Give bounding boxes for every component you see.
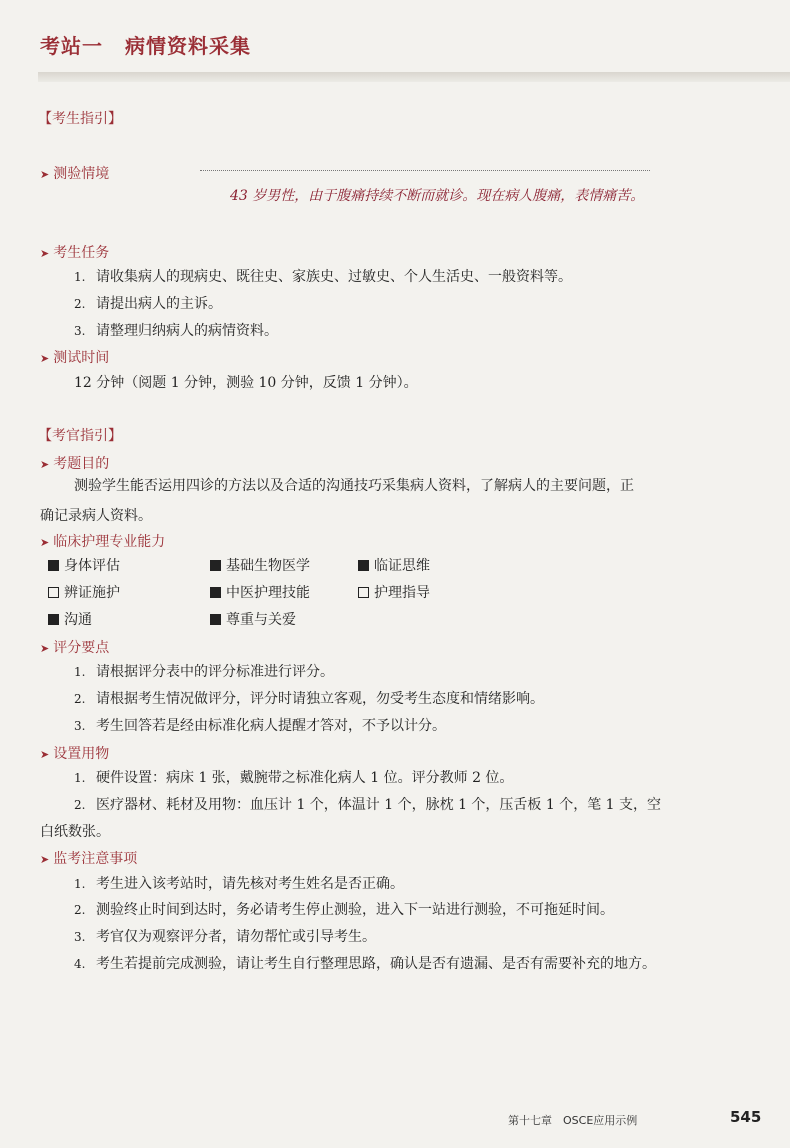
- arrow-icon: ➤: [40, 168, 50, 181]
- arrow-icon: ➤: [40, 642, 50, 655]
- ability-item: 沟通: [48, 609, 92, 629]
- scoring-heading: ➤ 评分要点: [40, 640, 110, 656]
- ability-item: 辨证施护: [48, 582, 120, 602]
- checkbox-icon: [210, 587, 221, 598]
- ability-item: 中医护理技能: [210, 582, 310, 602]
- arrow-icon: ➤: [40, 748, 50, 761]
- arrow-icon: ➤: [40, 536, 50, 549]
- equipment-item: 1. 硬件设置：病床 1 张，戴腕带之标准化病人 1 位。评分教师 2 位。: [74, 770, 514, 786]
- equipment-item: 2. 医疗器材、耗材及用物：血压计 1 个，体温计 1 个，脉枕 1 个，压舌板 1 个，笔 1 支，空: [74, 797, 662, 813]
- time-heading: ➤ 测试时间: [40, 350, 110, 366]
- examiner-guide-label: 【考官指引】: [38, 428, 122, 444]
- candidate-guide-label: 【考生指引】: [38, 111, 122, 127]
- equipment-heading: ➤ 设置用物: [40, 746, 110, 762]
- title-band: [38, 72, 790, 82]
- arrow-icon: ➤: [40, 247, 50, 260]
- proctor-item: 4. 考生若提前完成测验，请让考生自行整理思路，确认是否有遗漏、是否有需要补充的地方。: [74, 956, 656, 972]
- purpose-line-2: 确记录病人资料。: [40, 508, 152, 524]
- page-title: [40, 30, 251, 59]
- station-label: 考站一: [40, 34, 103, 58]
- dotted-divider: [200, 170, 650, 171]
- scenario-text: 43 岁男性，由于腹痛持续不断而就诊。现在病人腹痛，表情痛苦。: [230, 188, 645, 204]
- arrow-icon: ➤: [40, 458, 50, 471]
- ability-item: 临证思维: [358, 555, 430, 575]
- station-name: 病情资料采集: [125, 34, 251, 58]
- ability-item: 尊重与关爱: [210, 609, 296, 629]
- tasks-heading: ➤ 考生任务: [40, 245, 110, 261]
- page-number: 545: [730, 1108, 762, 1126]
- task-item: 1. 请收集病人的现病史、既往史、家族史、过敏史、个人生活史、一般资料等。: [74, 269, 572, 285]
- checkbox-icon: [48, 560, 59, 571]
- checkbox-icon: [48, 614, 59, 625]
- checkbox-icon: [358, 587, 369, 598]
- task-item: 2. 请提出病人的主诉。: [74, 296, 222, 312]
- checkbox-icon: [48, 587, 59, 598]
- abilities-heading: ➤ 临床护理专业能力: [40, 534, 166, 550]
- chapter-footer: 第十七章 OSCE应用示例: [508, 1114, 638, 1127]
- scoring-item: 3. 考生回答若是经由标准化病人提醒才答对，不予以计分。: [74, 718, 446, 734]
- arrow-icon: ➤: [40, 352, 50, 365]
- checkbox-icon: [210, 560, 221, 571]
- arrow-icon: ➤: [40, 853, 50, 866]
- proctor-item: 1. 考生进入该考站时，请先核对考生姓名是否正确。: [74, 876, 404, 892]
- ability-item: 护理指导: [358, 582, 430, 602]
- equipment-item-cont: 白纸数张。: [40, 824, 110, 840]
- time-text: 12 分钟（阅题 1 分钟，测验 10 分钟，反馈 1 分钟）。: [74, 375, 418, 391]
- purpose-line-1: 测验学生能否运用四诊的方法以及合适的沟通技巧采集病人资料，了解病人的主要问题，正: [74, 478, 634, 494]
- purpose-heading: ➤ 考题目的: [40, 456, 110, 472]
- scenario-heading: ➤ 测验情境: [40, 166, 110, 182]
- task-item: 3. 请整理归纳病人的病情资料。: [74, 323, 278, 339]
- ability-item: 身体评估: [48, 555, 120, 575]
- checkbox-icon: [358, 560, 369, 571]
- scoring-item: 1. 请根据评分表中的评分标准进行评分。: [74, 664, 334, 680]
- checkbox-icon: [210, 614, 221, 625]
- proctor-item: 2. 测验终止时间到达时，务必请考生停止测验，进入下一站进行测验，不可拖延时间。: [74, 902, 614, 918]
- proctor-heading: ➤ 监考注意事项: [40, 851, 138, 867]
- proctor-item: 3. 考官仅为观察评分者，请勿帮忙或引导考生。: [74, 929, 376, 945]
- scoring-item: 2. 请根据考生情况做评分，评分时请独立客观，勿受考生态度和情绪影响。: [74, 691, 544, 707]
- ability-item: 基础生物医学: [210, 555, 310, 575]
